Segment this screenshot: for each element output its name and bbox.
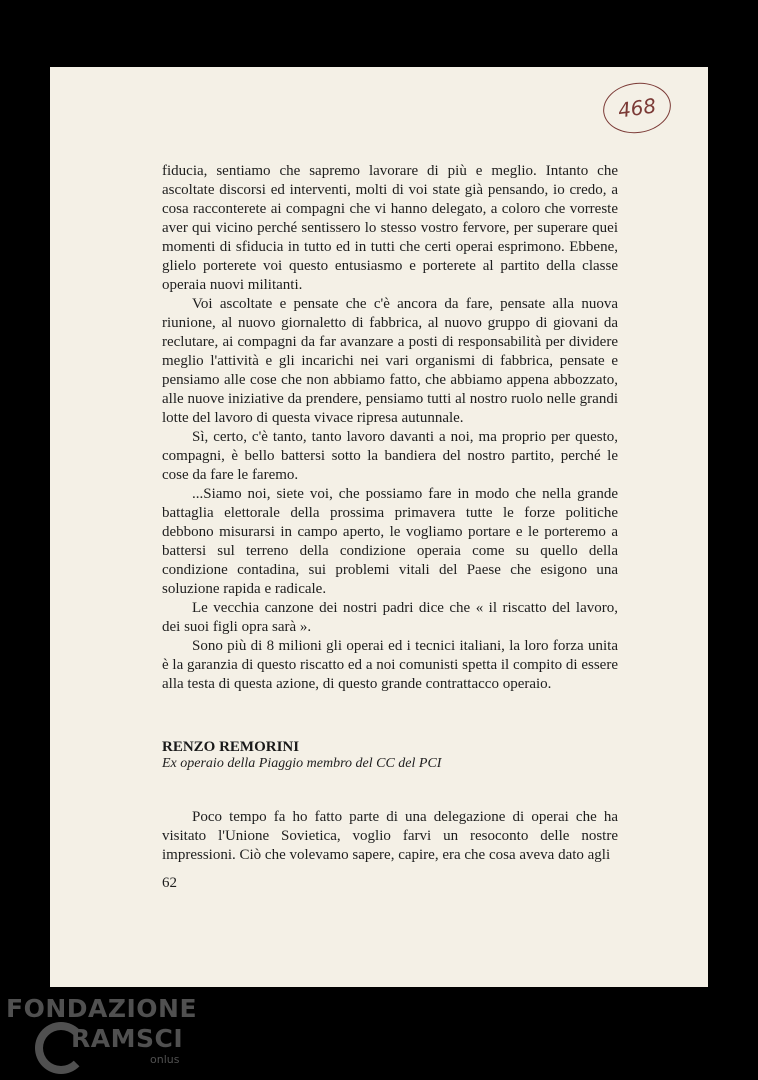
second-section-text [162,808,618,865]
paragraph-2: Voi ascoltate e pensate che c'è ancora da fare, pensate alla nuova riunione, al nuovo giornaletto di fabbrica, al nuovo gruppo di giovani da reclutare, ai compagni da far avanzare a posti di responsabilità per dividere meglio l'attività e gli incarichi nei vari organismi di fabbrica, pensate e pensiamo alle cose che non abbiamo fatto, che abbiamo appena abbozzato, alle nuove iniziative da prendere, pensiamo tutti al nostro ruolo nelle grandi lotte del lavoro di questa vivace ripresa autunnale. [162,296,618,426]
author-role: Ex operaio della Piaggio membro del CC del PCI [162,756,442,771]
body-text [162,162,618,694]
author-name: RENZO REMORINI [162,739,300,755]
page-number: 62 [162,875,177,891]
paragraph-5: Le vecchia canzone dei nostri padri dice che « il riscatto del lavoro, dei suoi figli opra sarà ». [162,600,618,635]
paragraph-4: ...Siamo noi, siete voi, che possiamo fare in modo che nella grande battaglia elettorale della prossima primavera tutte le forze politiche debbono misurarsi in campo aperto, le vogliamo portare e le porteremo a battersi sul terreno della condizione operaia come su quello della condizione contadina, sui problemi vitali del Paese che esigono una soluzione rapida e radicale. [162,486,618,597]
second-paragraph: Poco tempo fa ho fatto parte di una delegazione di operai che ha visitato l'Unione Sovietica, voglio farvi un resoconto delle nostre impressioni. Ciò che volevamo sapere, capire, era che cosa aveva dato agli [162,809,618,863]
handwritten-page-annotation: 468 [600,79,674,138]
paragraph-6: Sono più di 8 milioni gli operai ed i tecnici italiani, la loro forza unita è la garanzia di questo riscatto ed a noi comunisti spetta il compito di essere alla testa di questa azione, di questo grande contrattacco operaio. [162,638,618,692]
logo-text-onlus: onlus [150,1053,180,1066]
logo-text-gramsci: RAMSCI [71,1024,184,1053]
logo-text-fondazione: FONDAZIONE [6,994,198,1023]
paragraph-1: fiducia, sentiamo che sapremo lavorare di più e meglio. Intanto che ascoltate discorsi ed interventi, molti di voi state già pensando, io credo, a cosa racconterete ai compagni che vi hanno delegato, a coloro che vorreste aver qui vicino perché sentissero lo stesso vostro fervore, per superare quei momenti di sfiducia in tutto ed in tutti che certi operai esprimono. Ebbene, glielo porterete voi questo entusiasmo e porterete al partito della classe operaia nuovi militanti. [162,163,618,293]
paragraph-3: Sì, certo, c'è tanto, tanto lavoro davanti a noi, ma proprio per questo, compagni, è bello battersi sotto la bandiera del nostro partito, perché le cose da fare le faremo. [162,429,618,483]
